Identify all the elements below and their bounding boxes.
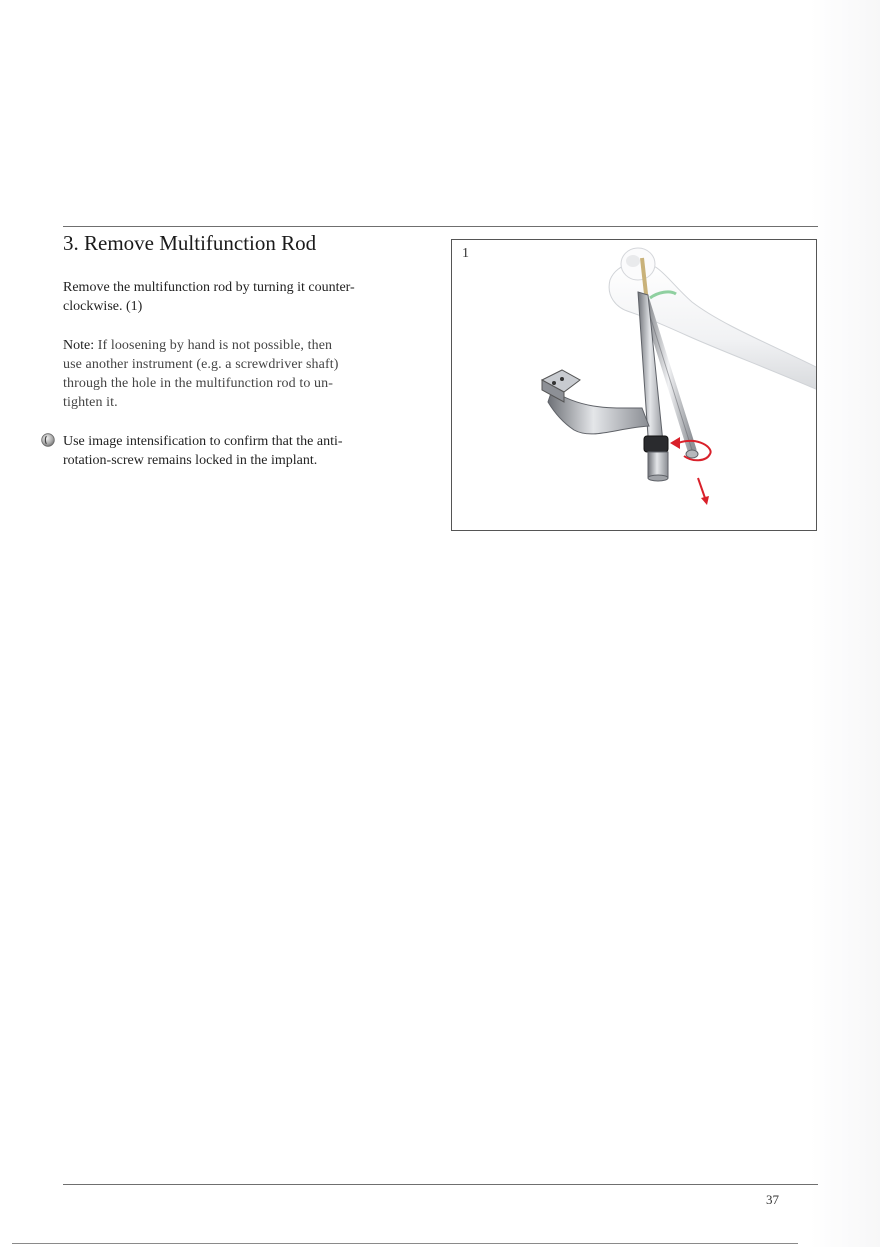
tip-paragraph: [63, 432, 393, 470]
note-line-4: tighten it.: [63, 395, 118, 410]
footer-rule: [63, 1184, 818, 1185]
figure-illustration: [452, 240, 817, 531]
pull-arrow: [698, 478, 705, 498]
figure-1-box: [451, 239, 817, 531]
figure-number: 1: [462, 246, 469, 261]
pull-arrow-head: [701, 496, 709, 505]
tip-icon: [41, 433, 55, 447]
note-line-1: If loosening by hand is not possible, then: [94, 338, 333, 353]
targeting-block: [542, 370, 580, 402]
connector-clamp: [644, 436, 668, 452]
sleeve: [648, 452, 668, 478]
page-number: 37: [766, 1192, 779, 1207]
section-top-rule: [63, 226, 818, 227]
step-line-1: Remove the multifunction rod by turning it counter-: [63, 280, 355, 295]
tip-line-2: rotation-screw remains locked in the implant.: [63, 453, 318, 468]
step-paragraph: [63, 278, 393, 316]
note-label: Note:: [63, 338, 95, 353]
tip-line-1: Use image intensification to confirm that the anti-: [63, 434, 343, 449]
section-title: 3. Remove Multifunction Rod: [63, 231, 317, 255]
rotation-arrow-head: [670, 437, 680, 449]
step-line-2: clockwise. (1): [63, 299, 143, 314]
note-line-3: through the hole in the multifunction rod to un-: [63, 376, 333, 391]
page-edge-rule: [12, 1243, 798, 1244]
note-paragraph: [63, 336, 393, 412]
note-line-2: use another instrument (e.g. a screwdriver shaft): [63, 357, 339, 372]
page-edge-shade: [810, 0, 880, 1247]
